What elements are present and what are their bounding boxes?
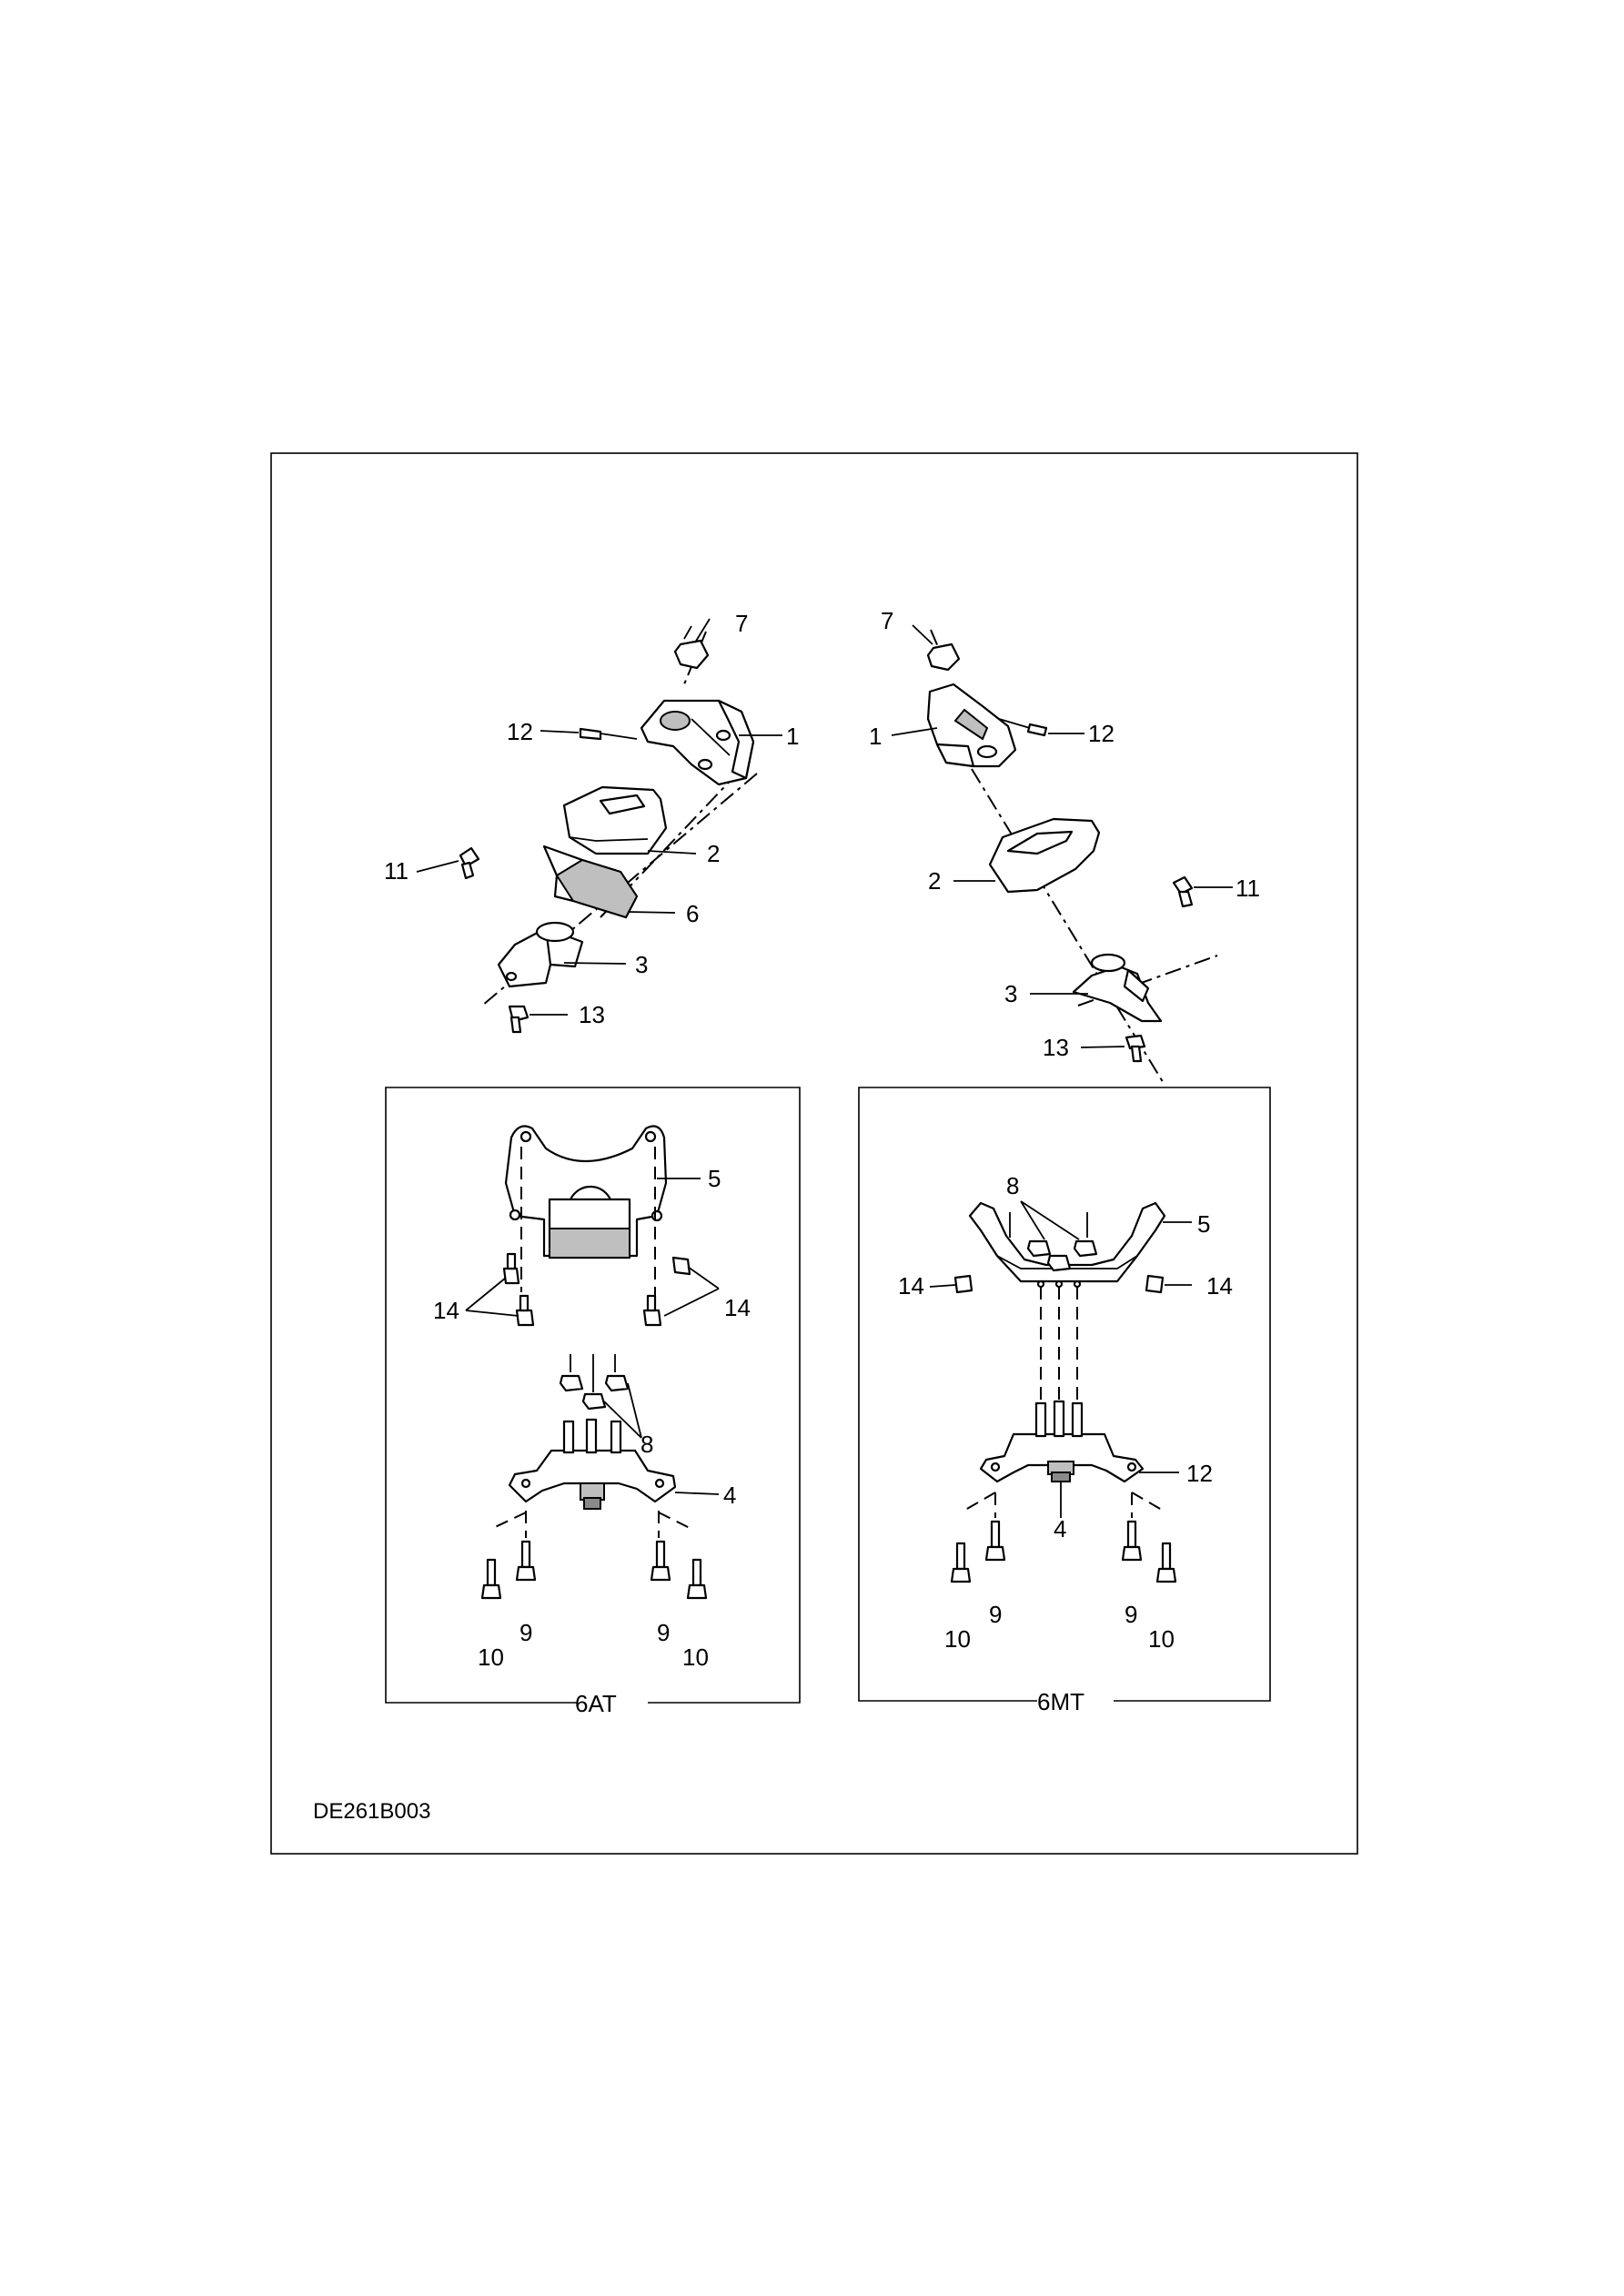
callout-12: 12: [507, 718, 533, 745]
callout-11: 11: [384, 857, 409, 885]
upper-bracket-icon: [641, 701, 753, 784]
callout-1: 1: [786, 723, 800, 750]
transmission-mount-icon: [981, 1401, 1143, 1482]
bolt-icon: [651, 1542, 670, 1580]
callout-5: 5: [708, 1165, 721, 1192]
callout-8: 8: [641, 1431, 654, 1458]
long-bolt-icon: [580, 729, 637, 739]
nut-icon: [1048, 1256, 1070, 1270]
crossmember-bracket-icon: [506, 1127, 666, 1258]
callout-13: 13: [1043, 1034, 1069, 1061]
nut-icon: [675, 626, 708, 668]
callout-10: 10: [944, 1625, 971, 1653]
callout-11: 11: [1236, 875, 1260, 902]
callout-9: 9: [1125, 1601, 1138, 1628]
callout-14: 14: [1206, 1272, 1233, 1300]
callout-10: 10: [478, 1644, 504, 1671]
callout-9: 9: [657, 1619, 671, 1646]
upper-bracket-icon: [928, 684, 1015, 766]
bolt-icon: [1126, 1036, 1145, 1061]
bolt-icon: [482, 1560, 500, 1598]
callout-10: 10: [682, 1644, 709, 1671]
callout-4: 4: [1054, 1515, 1067, 1542]
bolt-icon: [955, 1276, 972, 1292]
bolt-icon: [1146, 1276, 1163, 1292]
bolt-icon: [1123, 1522, 1141, 1560]
bolt-icon: [1174, 877, 1192, 906]
callout-10: 10: [1148, 1625, 1175, 1653]
callout-4: 4: [723, 1482, 737, 1509]
crossmember-bracket-icon: [970, 1203, 1165, 1287]
callout-9: 9: [519, 1619, 533, 1646]
nut-icon: [928, 644, 959, 670]
callout-2: 2: [928, 867, 942, 895]
nut-icon: [1028, 1241, 1050, 1256]
callout-8: 8: [1006, 1172, 1020, 1199]
bolt-icon: [1157, 1543, 1175, 1582]
bolt-icon: [952, 1543, 970, 1582]
insulator-block-icon: [990, 819, 1099, 892]
callout-12: 12: [1088, 720, 1115, 747]
bolt-icon: [517, 1296, 533, 1325]
panel-6mt: [859, 1087, 1270, 1715]
bolt-icon: [644, 1296, 661, 1325]
callout-6: 6: [686, 900, 700, 927]
callout-9: 9: [989, 1601, 1003, 1628]
bolt-icon: [504, 1254, 519, 1283]
callout-14: 14: [724, 1294, 751, 1321]
bolt-icon: [688, 1560, 706, 1598]
outer-frame: [271, 453, 1357, 1854]
panel-title-6at: 6AT: [575, 1690, 617, 1717]
callout-13: 13: [579, 1001, 605, 1028]
callout-14: 14: [898, 1272, 924, 1300]
callout-1: 1: [869, 723, 883, 750]
bolt-icon: [673, 1258, 690, 1274]
callout-2: 2: [707, 840, 721, 867]
left-mount-assembly: [384, 610, 799, 1032]
nut-icon: [560, 1376, 582, 1391]
bolt-icon: [517, 1542, 535, 1580]
callout-3: 3: [1004, 980, 1018, 1007]
heat-shield-icon: [544, 846, 637, 917]
figure-id: DE261B003: [313, 1799, 431, 1824]
callout-7: 7: [881, 607, 894, 634]
bolt-icon: [460, 848, 479, 878]
nut-icon: [1074, 1241, 1096, 1256]
panel-title-6mt: 6MT: [1037, 1688, 1084, 1715]
bolt-icon: [509, 1006, 528, 1032]
callout-7: 7: [735, 610, 749, 637]
callout-12: 12: [1186, 1460, 1213, 1487]
lower-bracket-icon: [499, 923, 582, 986]
nut-icon: [583, 1394, 605, 1409]
right-mount-assembly: [869, 607, 1260, 1085]
callout-14: 14: [433, 1297, 459, 1324]
lower-bracket-icon: [1074, 955, 1161, 1021]
nut-icon: [606, 1376, 628, 1391]
callout-3: 3: [635, 951, 649, 978]
insulator-block-icon: [564, 787, 666, 854]
bolt-icon: [986, 1522, 1004, 1560]
panel-6at: [386, 1087, 800, 1717]
callout-5: 5: [1197, 1210, 1211, 1238]
